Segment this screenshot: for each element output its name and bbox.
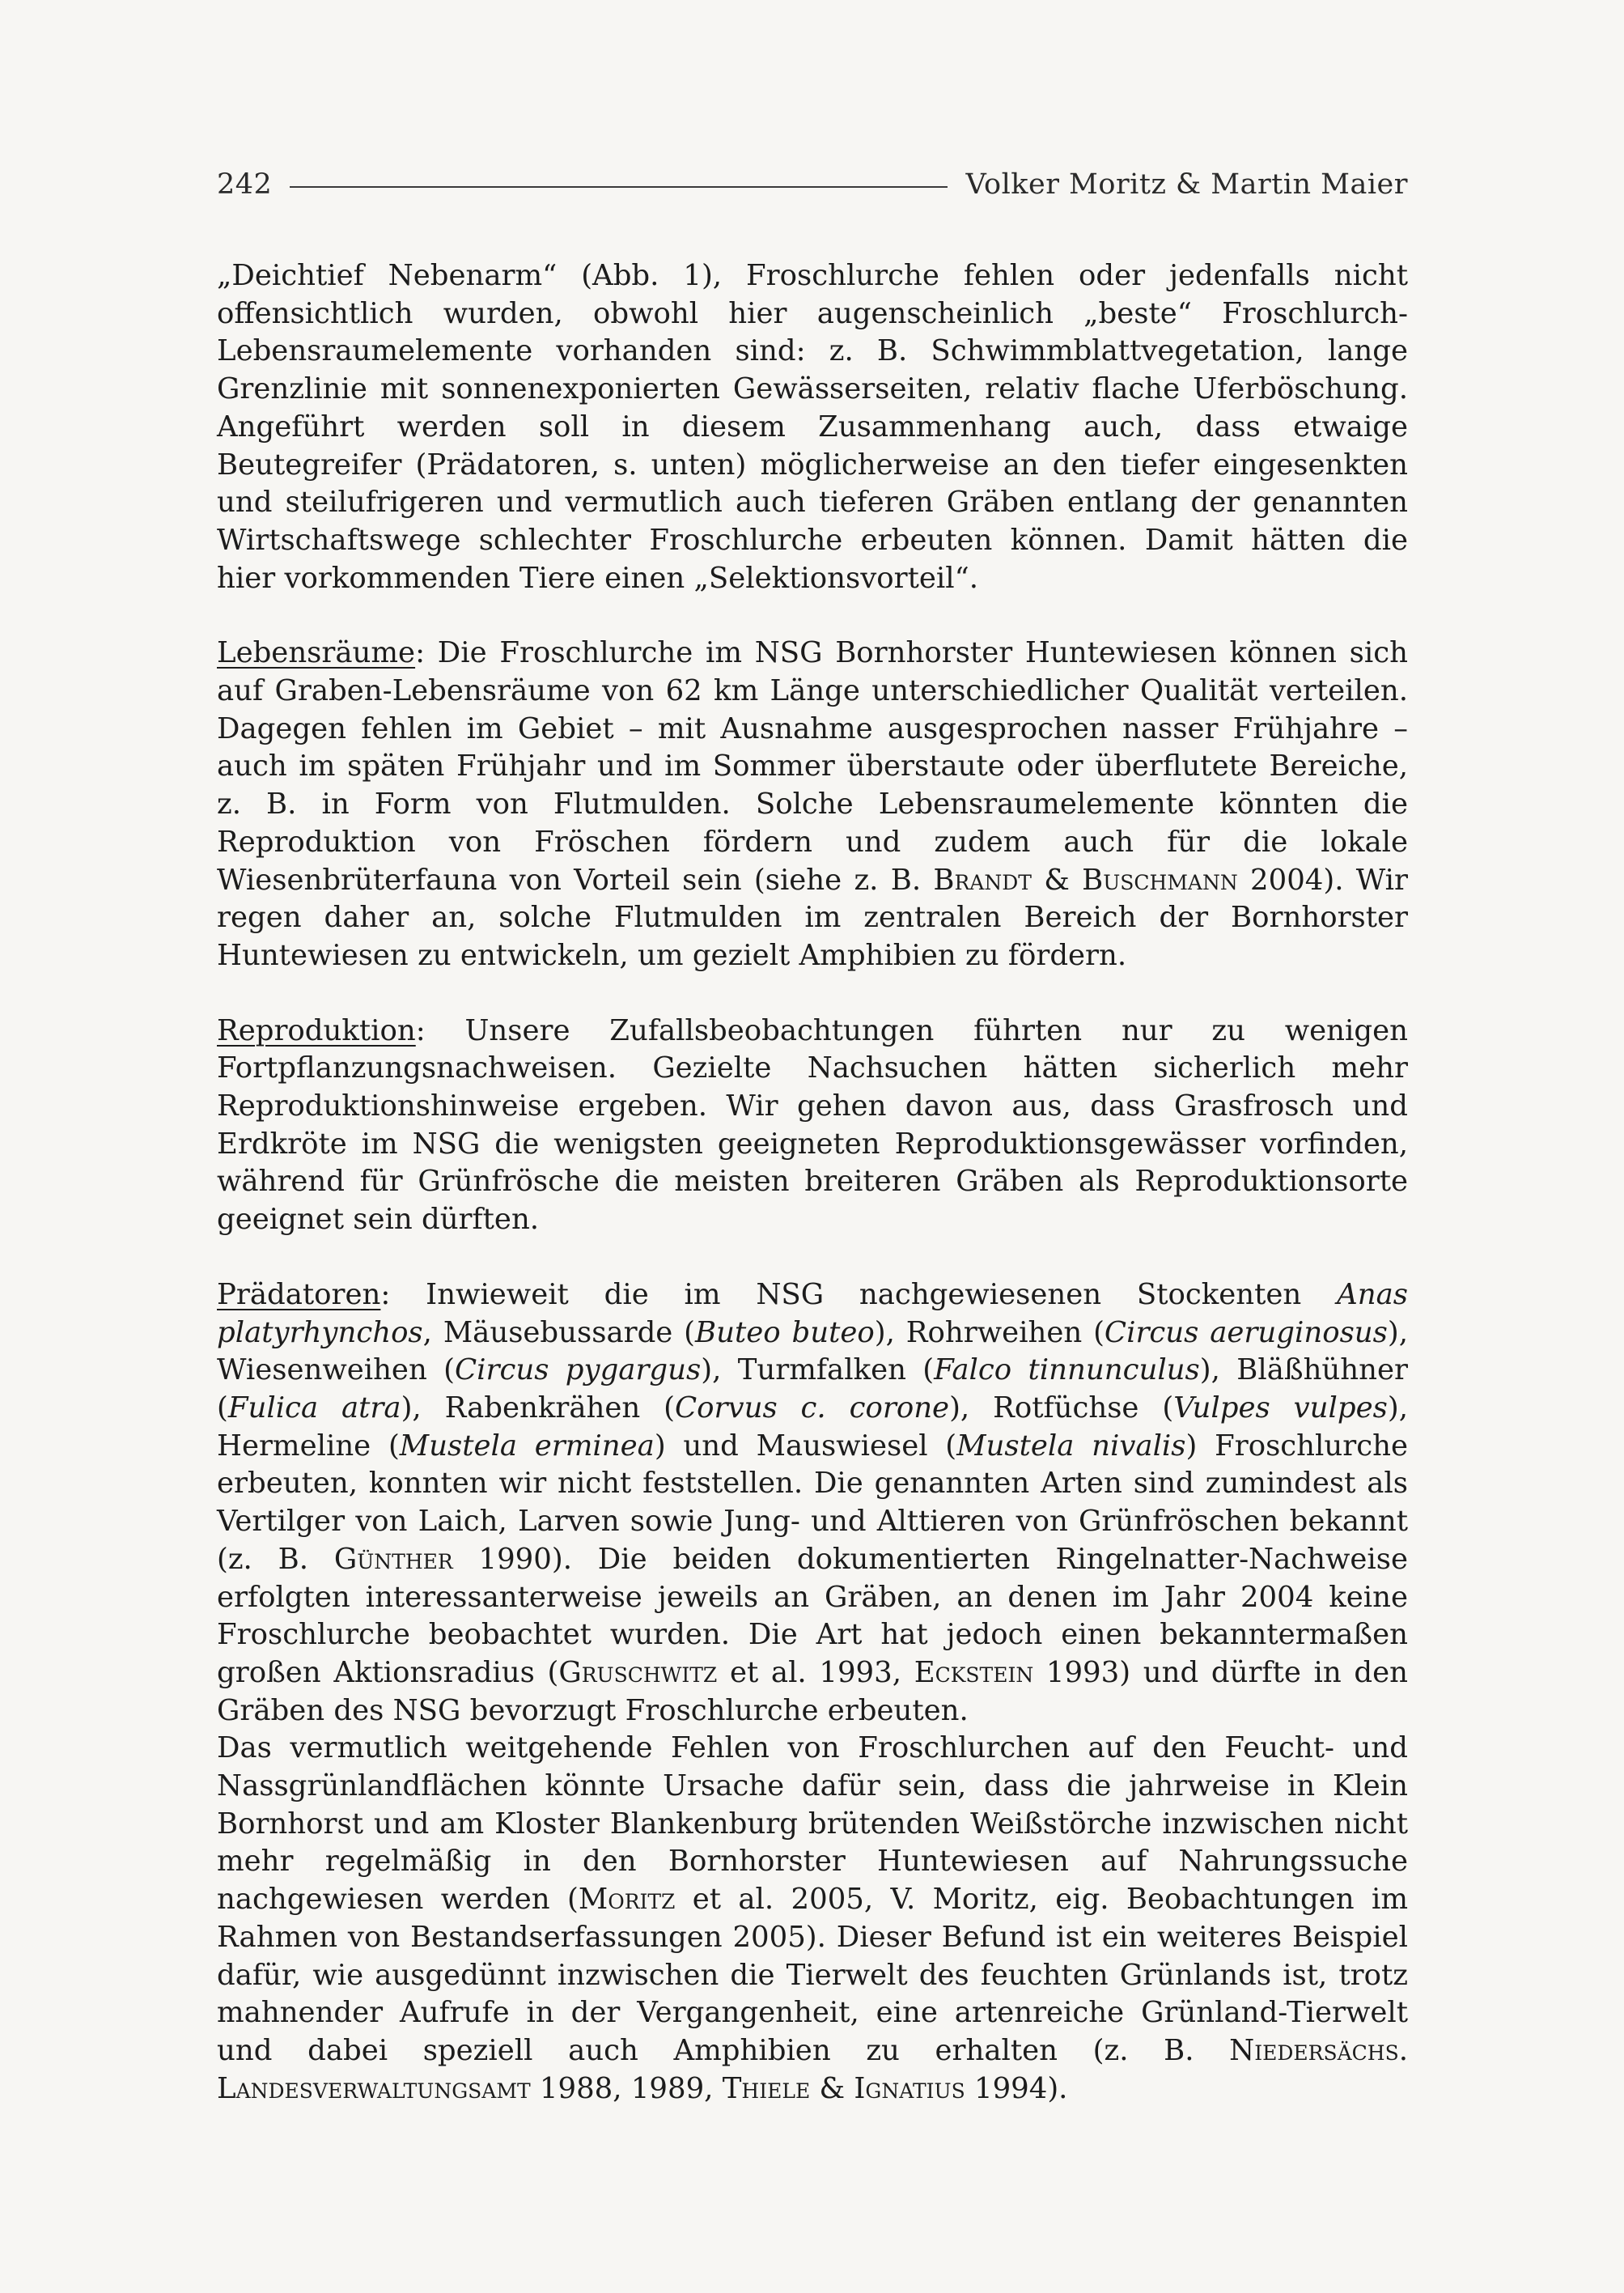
paragraph-text: ), Rotfüchse (	[949, 1391, 1174, 1425]
paragraph-praedatoren	[217, 1276, 1408, 1730]
citation-author: Ignatius	[854, 2071, 965, 2105]
paragraph-text: : Unsere Zufallsbeobachtungen führten nur zu wenigen Fortpflanzungsnachweisen. Gezielte Nachsuchen hätten sicherlich mehr Reproduktionshinweise ergeben. Wir gehen davon aus, dass Grasfrosch und Erdkröte im NSG die wenigsten geeigneten Reproduktionsgewässer vorfinden, während für Grünfrösche die meisten breiteren Gräben als Reproduktionsorte geeignet sein dürften.	[217, 1013, 1408, 1237]
paragraph-text: et al. 1993,	[717, 1655, 914, 1689]
paragraph-reproduktion	[217, 1013, 1408, 1239]
paragraph-lebensraeume	[217, 635, 1408, 975]
paragraph-text: ), Rabenkrähen (	[401, 1391, 676, 1425]
paragraph-text: : Inwieweit die im NSG nachgewiesenen Stockenten	[380, 1277, 1338, 1311]
paragraph-text: &	[810, 2071, 854, 2105]
paragraph-text: et al. 2005, V. Moritz, eig. Beobachtungen im Rahmen von Bestandserfassungen 2005). Dieser Befund ist ein weiteres Beispiel dafür, wie ausgedünnt inzwischen die Tierwelt des feuchten Grünlands ist, trotz mahnender Aufrufe in der Vergangenheit, eine artenreiche Grünland-Tierwelt und dabei speziell auch Amphibien zu erhalten (z. B.	[217, 1883, 1408, 2067]
paragraph-text: Das vermutlich weitgehende Fehlen von Froschlurchen auf den Feucht- und Nassgrünlandflächen könnte Ursache dafür sein, dass die jahrweise in Klein Bornhorst und am Kloster Blankenburg brütenden Weißstörche inzwischen nicht mehr regelmäßig in den Bornhorster Huntewiesen auf Nahrungssuche nachgewiesen werden (	[217, 1731, 1408, 1917]
header-authors: Volker Moritz & Martin Maier	[965, 168, 1408, 201]
species-name: Vulpes vulpes	[1173, 1391, 1388, 1425]
citation-author: Thiele	[722, 2071, 811, 2105]
paragraph-text: : Die Froschlurche im NSG Bornhorster Huntewiesen können sich auf Graben-Lebensräume von 62 km Länge unterschiedlicher Qualität verteilen. Dagegen fehlen im Gebiet – mit Ausnahme ausgesprochen nasser Frühjahre – auch im späten Frühjahr und im Sommer überstaute oder überflutete Bereiche, z. B. in Form von Flutmulden. Solche Lebensraumelemente könnten die Reproduktion von Fröschen fördern und zudem auch für die lokale Wiesenbrüterfauna von Vorteil sein (siehe z. B.	[217, 636, 1408, 897]
paragraph-text: 1990). Die beiden dokumentierten Ringelnatter-Nachweise erfolgten interessanterweise jeweils an Gräben, an denen im Jahr 2004 keine Froschlurche beobachtet wurden. Die Art hat jedoch einen bekanntermaßen großen Aktionsradius (	[217, 1542, 1409, 1689]
paragraph-text: 2004). Wir regen daher an, solche Flutmulden im zentralen Bereich der Bornhorster Huntewiesen zu entwickeln, um gezielt Amphibien zu fördern.	[217, 863, 1408, 972]
paragraph-text: ) und Mauswiesel (	[654, 1429, 957, 1463]
species-name: Mustela erminea	[399, 1429, 655, 1463]
citation-author: Brandt	[933, 863, 1032, 897]
species-name: Buteo buteo	[695, 1315, 875, 1349]
paragraph-text: ), Turmfalken (	[701, 1353, 935, 1387]
paragraph-text: ), Wiesenweihen (	[217, 1315, 1409, 1387]
header-rule	[290, 186, 948, 188]
paragraph-weissstoerche	[217, 1730, 1408, 2108]
paragraph-text: ), Hermeline (	[217, 1391, 1408, 1463]
species-name: Circus pygargus	[455, 1353, 702, 1387]
paragraph-text: ) Froschlurche erbeuten, konnten wir nicht feststellen. Die genannten Arten sind zumindest als Vertilger von Laich, Larven sowie Jung- und Alttieren von Grünfröschen bekannt (z. B.	[217, 1429, 1408, 1576]
article-body	[217, 257, 1408, 2108]
species-name: Corvus c. corone	[675, 1391, 950, 1425]
paragraph-text: , Mäusebussarde (	[422, 1315, 696, 1349]
running-header	[217, 168, 1408, 201]
page-number: 242	[217, 168, 273, 201]
citation-author: Niedersächs. Landesverwaltungsamt	[217, 2033, 1408, 2105]
paragraph-text: ), Bläßhühner (	[217, 1353, 1408, 1425]
section-heading-praedatoren: Prädatoren	[217, 1277, 381, 1311]
species-name: Falco tinnunculus	[934, 1353, 1200, 1387]
species-name: Anas platyrhynchos	[217, 1277, 1408, 1349]
section-heading-lebensraeume: Lebensräume	[217, 636, 416, 670]
paragraph-habitat-intro	[217, 257, 1408, 597]
citation-author: Gruschwitz	[558, 1655, 718, 1689]
paragraph-text: ), Rohrweihen (	[874, 1315, 1105, 1349]
citation-author: Günther	[333, 1542, 453, 1576]
species-name: Circus aeruginosus	[1104, 1315, 1388, 1349]
paragraph-text: &	[1031, 863, 1083, 897]
citation-author: Buschmann	[1082, 863, 1238, 897]
species-name: Mustela nivalis	[956, 1429, 1186, 1463]
species-name: Fulica atra	[227, 1391, 401, 1425]
paragraph-text: „Deichtief Nebenarm“ (Abb. 1), Froschlurche fehlen oder jedenfalls nicht offensichtlich wurden, obwohl hier augenscheinlich „beste“ Froschlurch-Lebensraumelemente vorhanden sind: z. B. Schwimmblattvegetation, lange Grenzlinie mit sonnenexponierten Gewässerseiten, relativ flache Uferböschung. Angeführt werden soll in diesem Zusammenhang auch, dass etwaige Beutegreifer (Prädatoren, s. unten) möglicherweise an den tiefer eingesenkten und steilufrigeren und vermutlich auch tieferen Gräben entlang der genannten Wirtschaftswege schlechter Froschlurche erbeuten können. Damit hätten die hier vorkommenden Tiere einen „Selektionsvorteil“.	[217, 259, 1408, 595]
citation-author: Eckstein	[914, 1655, 1034, 1689]
section-heading-reproduktion: Reproduktion	[217, 1013, 416, 1047]
paragraph-text: 1994).	[965, 2071, 1068, 2105]
citation-author: Moritz	[578, 1883, 676, 1917]
paragraph-text: 1988, 1989,	[530, 2071, 723, 2105]
paragraph-text: 1993) und dürfte in den Gräben des NSG bevorzugt Froschlurche erbeuten.	[217, 1655, 1408, 1727]
